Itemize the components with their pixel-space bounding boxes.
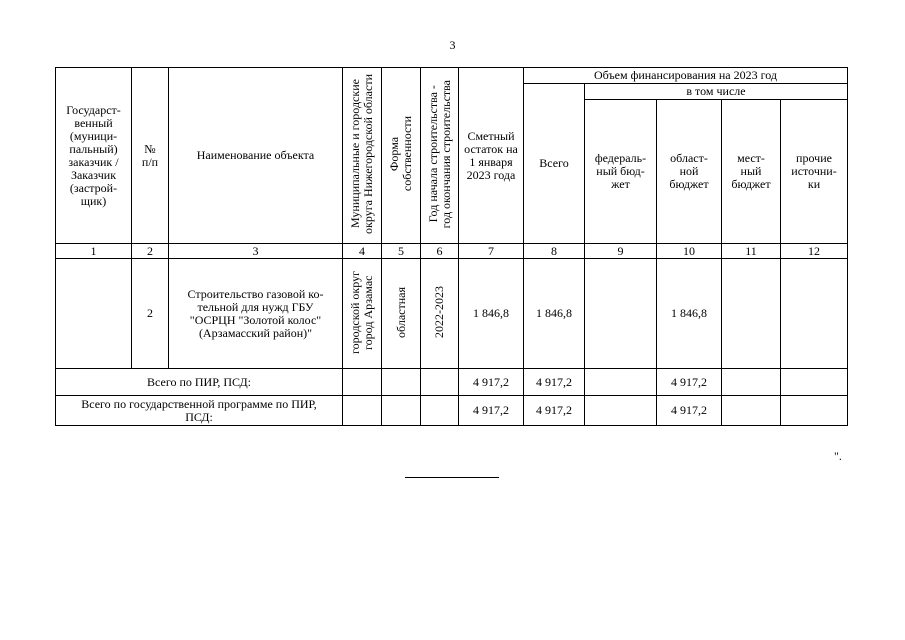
total-pir-estimate: 4 917,2 bbox=[459, 369, 524, 396]
empty-cell bbox=[421, 396, 459, 426]
header-regional: област- ной бюджет bbox=[657, 100, 722, 244]
header-funding-group: Объем финансирования на 2023 год bbox=[524, 68, 848, 84]
row-federal bbox=[585, 259, 657, 369]
financing-table bbox=[55, 67, 848, 426]
empty-cell bbox=[781, 396, 848, 426]
empty-cell bbox=[585, 369, 657, 396]
total-pir-row bbox=[56, 369, 848, 396]
empty-cell bbox=[343, 396, 382, 426]
total-program-regional: 4 917,2 bbox=[657, 396, 722, 426]
total-program-estimate: 4 917,2 bbox=[459, 396, 524, 426]
header-num: № п/п bbox=[132, 68, 169, 244]
header-local: мест- ный бюджет bbox=[722, 100, 781, 244]
empty-cell bbox=[421, 369, 459, 396]
row-local bbox=[722, 259, 781, 369]
end-quote: ". bbox=[834, 449, 842, 463]
column-number: 10 bbox=[657, 244, 722, 259]
column-number: 2 bbox=[132, 244, 169, 259]
row-other bbox=[781, 259, 848, 369]
page-number: 3 bbox=[449, 38, 456, 52]
header-ownership: Форма собственности bbox=[382, 68, 421, 244]
header-years: Год начала строительства - год окончания строительства bbox=[421, 68, 459, 244]
empty-cell bbox=[781, 369, 848, 396]
total-pir-regional: 4 917,2 bbox=[657, 369, 722, 396]
header-including: в том числе bbox=[585, 84, 848, 100]
column-number: 5 bbox=[382, 244, 421, 259]
row-customer bbox=[56, 259, 132, 369]
total-program-total: 4 917,2 bbox=[524, 396, 585, 426]
row-ownership: областная bbox=[382, 259, 421, 369]
column-number: 3 bbox=[169, 244, 343, 259]
row-regional: 1 846,8 bbox=[657, 259, 722, 369]
total-pir-total: 4 917,2 bbox=[524, 369, 585, 396]
header-total: Всего bbox=[524, 84, 585, 244]
row-years: 2022-2023 bbox=[421, 259, 459, 369]
row-object-name: Строительство газовой ко- тельной для нужд ГБУ "ОСРЦН "Золотой колос" (Арзамасский район)" bbox=[169, 259, 343, 369]
column-number: 11 bbox=[722, 244, 781, 259]
header-municipality: Муниципальные и городские округа Нижегородской области bbox=[343, 68, 382, 244]
column-numbers-row bbox=[56, 244, 848, 259]
divider-line bbox=[405, 477, 499, 478]
total-pir-label: Всего по ПИР, ПСД: bbox=[56, 369, 343, 396]
empty-cell bbox=[722, 369, 781, 396]
column-number: 4 bbox=[343, 244, 382, 259]
table-row bbox=[56, 259, 848, 369]
empty-cell bbox=[585, 396, 657, 426]
column-number: 6 bbox=[421, 244, 459, 259]
empty-cell bbox=[343, 369, 382, 396]
column-number: 8 bbox=[524, 244, 585, 259]
column-number: 1 bbox=[56, 244, 132, 259]
empty-cell bbox=[722, 396, 781, 426]
row-total: 1 846,8 bbox=[524, 259, 585, 369]
empty-cell bbox=[382, 369, 421, 396]
column-number: 7 bbox=[459, 244, 524, 259]
row-municipality: городской округ город Арзамас bbox=[343, 259, 382, 369]
header-other: прочие источни- ки bbox=[781, 100, 848, 244]
total-program-label: Всего по государственной программе по ПИР, ПСД: bbox=[56, 396, 343, 426]
header-object-name: Наименование объекта bbox=[169, 68, 343, 244]
row-num: 2 bbox=[132, 259, 169, 369]
header-federal: федераль- ный бюд- жет bbox=[585, 100, 657, 244]
total-program-row bbox=[56, 396, 848, 426]
row-estimate: 1 846,8 bbox=[459, 259, 524, 369]
header-estimate: Сметный остаток на 1 января 2023 года bbox=[459, 68, 524, 244]
header-customer: Государст- венный (муници- пальный) заказчик / Заказчик (застрой- щик) bbox=[56, 68, 132, 244]
column-number: 12 bbox=[781, 244, 848, 259]
column-number: 9 bbox=[585, 244, 657, 259]
empty-cell bbox=[382, 396, 421, 426]
